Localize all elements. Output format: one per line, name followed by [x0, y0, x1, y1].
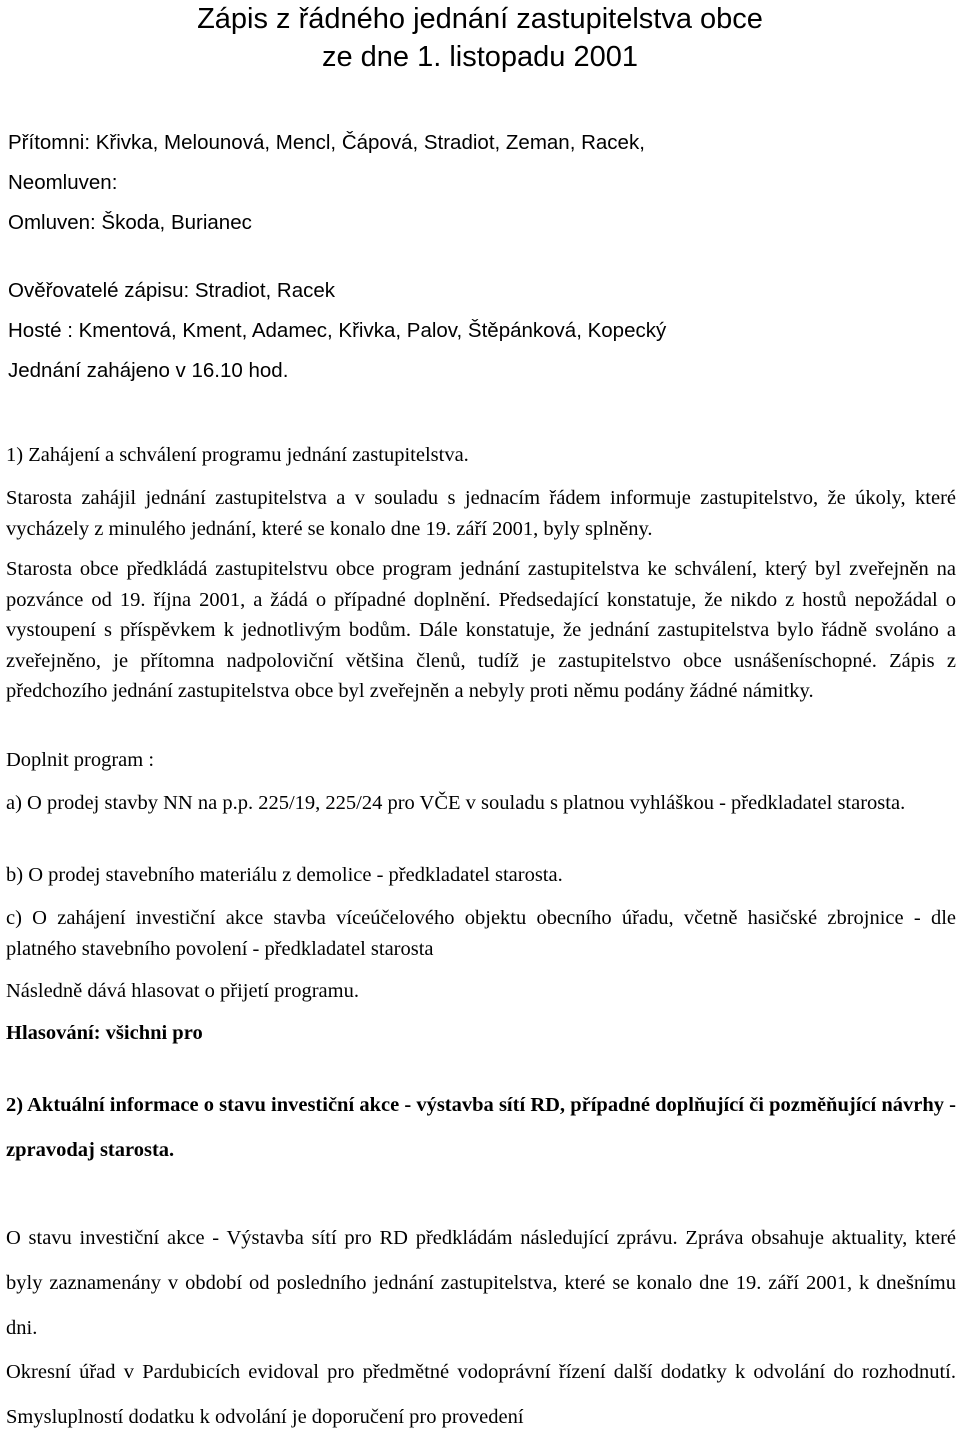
unexcused-members: Neomluven: [8, 171, 118, 194]
section1-paragraph2: Starosta obce předkládá zastupitelstvu obce program jednání zastupitelstva ke schválení, který byl zveřejněn na pozvánce od 19. října 2001, a žádá o případné doplnění. Předsedající konstatuje, že nikdo z hostů nepožádal o vystoupení s příspěvkem k jednotlivým bodům. Dále konstatuje, že jednání zastupitelstva bylo řádně svoláno a zveřejněno, je přítomna nadpoloviční většina členů, tudíž je zastupitelstvo obce usnášeníschopné. Zápis z předchozího jednání zastupitelstva obce byl zveřejněn a nebyly proti němu podány žádné námitky. [6, 558, 956, 702]
program-item-b: b) O prodej stavebního materiálu z demolice - předkladatel starosta. [6, 864, 563, 886]
section2-heading: 2) Aktuální informace o stavu investiční akce - výstavba sítí RD, případné doplňující či pozměňující návrhy - zpravodaj starosta. [6, 1094, 956, 1161]
document-title-line1: Zápis z řádného jednání zastupitelstva obce [197, 3, 763, 35]
excused-members: Omluven: Škoda, Burianec [8, 211, 252, 234]
minutes-verifiers: Ověřovatelé zápisu: Stradiot, Racek [8, 279, 336, 302]
vote-call: Následně dává hlasovat o přijetí programu. [6, 980, 359, 1002]
section1-heading: 1) Zahájení a schválení programu jednání zastupitelstva. [6, 444, 469, 466]
document-title-line2: ze dne 1. listopadu 2001 [321, 41, 639, 73]
section1-paragraph1: Starosta zahájil jednání zastupitelstva a v souladu s jednacím řádem informuje zastupitelstvo, že úkoly, které vycházely z minulého jednání, které se konalo dne 19. září 2001, byly splněny. [6, 487, 956, 540]
guests-list: Hosté : Kmentová, Kment, Adamec, Křivka, Palov, Štěpánková, Kopecký [8, 319, 667, 342]
meeting-start-time: Jednání zahájeno v 16.10 hod. [8, 359, 289, 382]
present-members: Přítomni: Křivka, Melounová, Mencl, Čápová, Stradiot, Zeman, Racek, [8, 131, 645, 154]
program-item-a: a) O prodej stavby NN na p.p. 225/19, 225/24 pro VČE v souladu s platnou vyhláškou - předkladatel starosta. [6, 792, 906, 814]
vote-result: Hlasování: všichni pro [6, 1022, 203, 1044]
section2-paragraph2: Okresní úřad v Pardubicích evidoval pro předmětné vodoprávní řízení další dodatky k odvolání do rozhodnutí. Smysluplností dodatku k odvolání je doporučení pro provedení [6, 1361, 956, 1428]
section2-paragraph1: O stavu investiční akce - Výstavba sítí pro RD předkládám následující zprávu. Zpráva obsahuje aktuality, které byly zaznamenány v období od posledního jednání zastupitelstva, které se konalo dne 19. září 2001, k dnešnímu dni. [6, 1227, 956, 1339]
program-item-c: c) O zahájení investiční akce stavba víceúčelového objektu obecního úřadu, včetně hasičské zbrojnice - dle platného stavebního povolení - předkladatel starosta [6, 907, 956, 960]
add-program-label: Doplnit program : [6, 749, 155, 771]
